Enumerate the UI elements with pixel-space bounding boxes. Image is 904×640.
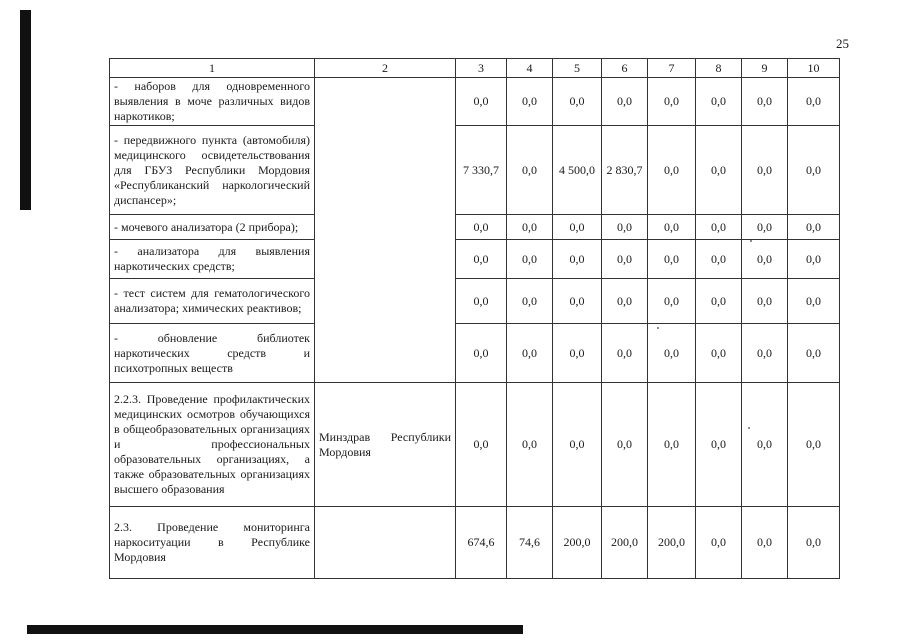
value-cell: 0,0 [648, 324, 696, 383]
value-cell: 0,0 [696, 279, 742, 324]
value-cell: 0,0 [742, 215, 788, 240]
value-cell: 0,0 [456, 279, 507, 324]
value-cell: 0,0 [788, 507, 840, 579]
value-cell: 0,0 [456, 215, 507, 240]
value-cell: 0,0 [507, 126, 553, 215]
value-cell: 0,0 [602, 215, 648, 240]
value-cell: 74,6 [507, 507, 553, 579]
value-cell: 0,0 [696, 324, 742, 383]
value-cell: 0,0 [742, 126, 788, 215]
column-header: 8 [696, 59, 742, 78]
value-cell: 0,0 [742, 383, 788, 507]
column-header: 9 [742, 59, 788, 78]
value-cell: 0,0 [507, 78, 553, 126]
value-cell: 0,0 [456, 78, 507, 126]
value-cell: 0,0 [788, 324, 840, 383]
row-executor: Минздрав Республики Мордовия [315, 383, 456, 507]
value-cell: 200,0 [648, 507, 696, 579]
row-description: - тест систем для гематологического анализатора; химических реактивов; [110, 279, 315, 324]
value-cell: 0,0 [507, 279, 553, 324]
value-cell: 0,0 [696, 383, 742, 507]
value-cell: 0,0 [507, 383, 553, 507]
row-executor [315, 507, 456, 579]
table-row [110, 126, 840, 215]
value-cell: 0,0 [507, 215, 553, 240]
value-cell: 0,0 [507, 324, 553, 383]
value-cell: 0,0 [742, 240, 788, 279]
column-header: 5 [553, 59, 602, 78]
value-cell: 0,0 [696, 78, 742, 126]
value-cell: 0,0 [648, 78, 696, 126]
value-cell: 0,0 [553, 78, 602, 126]
value-cell: 0,0 [788, 126, 840, 215]
value-cell: 0,0 [553, 279, 602, 324]
table-row [110, 240, 840, 279]
program-financing-table [109, 58, 840, 579]
value-cell: 0,0 [602, 383, 648, 507]
value-cell: 0,0 [742, 279, 788, 324]
value-cell: 0,0 [553, 383, 602, 507]
value-cell: 0,0 [602, 324, 648, 383]
page-number: 25 [836, 36, 849, 51]
column-header: 2 [315, 59, 456, 78]
value-cell: 0,0 [696, 215, 742, 240]
row-description: - анализатора для выявления наркотических средств; [110, 240, 315, 279]
value-cell: 0,0 [553, 240, 602, 279]
scan-edge-left [20, 10, 31, 210]
value-cell: 0,0 [602, 279, 648, 324]
value-cell: 0,0 [602, 78, 648, 126]
value-cell: 0,0 [456, 383, 507, 507]
value-cell: 0,0 [788, 215, 840, 240]
value-cell: 0,0 [788, 279, 840, 324]
value-cell: 0,0 [602, 240, 648, 279]
value-cell: 0,0 [696, 507, 742, 579]
table-row [110, 507, 840, 579]
value-cell: 200,0 [602, 507, 648, 579]
value-cell: 0,0 [648, 215, 696, 240]
row-description: 2.3. Проведение мониторинга наркоситуации в Республике Мордовия [110, 507, 315, 579]
value-cell: 0,0 [553, 215, 602, 240]
value-cell: 0,0 [648, 126, 696, 215]
value-cell: 0,0 [742, 78, 788, 126]
value-cell: 0,0 [788, 240, 840, 279]
column-header: 6 [602, 59, 648, 78]
value-cell: 674,6 [456, 507, 507, 579]
column-header: 7 [648, 59, 696, 78]
value-cell: 4 500,0 [553, 126, 602, 215]
value-cell: 0,0 [648, 383, 696, 507]
column-header: 10 [788, 59, 840, 78]
table-row [110, 279, 840, 324]
column-header: 1 [110, 59, 315, 78]
column-header: 3 [456, 59, 507, 78]
table-row [110, 383, 840, 507]
value-cell: 200,0 [553, 507, 602, 579]
value-cell: 0,0 [742, 507, 788, 579]
table-row [110, 78, 840, 126]
row-executor [315, 78, 456, 383]
value-cell: 0,0 [507, 240, 553, 279]
table-row [110, 324, 840, 383]
value-cell: 0,0 [742, 324, 788, 383]
value-cell: 0,0 [553, 324, 602, 383]
value-cell: 2 830,7 [602, 126, 648, 215]
value-cell: 0,0 [456, 324, 507, 383]
value-cell: 7 330,7 [456, 126, 507, 215]
column-header: 4 [507, 59, 553, 78]
value-cell: 0,0 [788, 383, 840, 507]
row-description: - обновление библиотек наркотических средств и психотропных веществ [110, 324, 315, 383]
value-cell: 0,0 [696, 126, 742, 215]
table-header-row [110, 59, 840, 78]
table-row [110, 215, 840, 240]
value-cell: 0,0 [648, 279, 696, 324]
row-description: - передвижного пункта (автомобиля) медицинского освидетельствования для ГБУЗ Республики Мордовия «Республиканский наркологический диспансер»; [110, 126, 315, 215]
value-cell: 0,0 [456, 240, 507, 279]
value-cell: 0,0 [648, 240, 696, 279]
value-cell: 0,0 [788, 78, 840, 126]
scan-edge-bottom [27, 625, 523, 634]
row-description: 2.2.3. Проведение профилактических медицинских осмотров обучающихся в общеобразовательных организациях и профессиональных образовательных организациях, а также образовательных организациях высшего образования [110, 383, 315, 507]
row-description: - наборов для одновременного выявления в моче различных видов наркотиков; [110, 78, 315, 126]
value-cell: 0,0 [696, 240, 742, 279]
row-description: - мочевого анализатора (2 прибора); [110, 215, 315, 240]
